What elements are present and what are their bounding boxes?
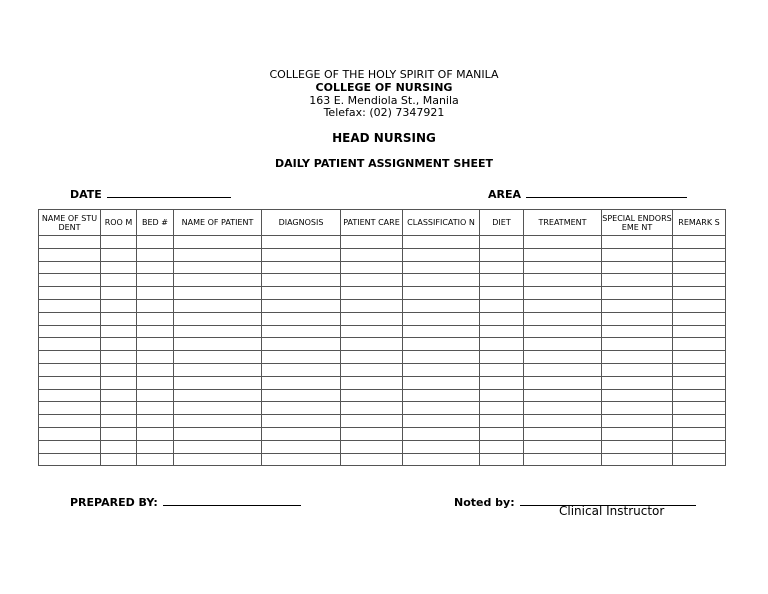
table-cell[interactable] — [403, 248, 480, 261]
table-cell[interactable] — [262, 338, 341, 351]
table-cell[interactable] — [602, 389, 673, 402]
table-cell[interactable] — [174, 261, 262, 274]
table-cell[interactable] — [403, 261, 480, 274]
table-cell[interactable] — [174, 274, 262, 287]
prepared-by-field — [70, 491, 301, 510]
table-cell[interactable] — [480, 389, 524, 402]
table-cell[interactable] — [174, 376, 262, 389]
table-cell[interactable] — [39, 351, 101, 364]
table-row — [39, 376, 726, 389]
prepared-by-label: PREPARED BY: — [70, 496, 158, 509]
table-cell[interactable] — [101, 236, 137, 249]
table-cell[interactable] — [174, 402, 262, 415]
telefax: Telefax: (02) 7347921 — [323, 106, 445, 119]
table-cell[interactable] — [39, 389, 101, 402]
table-cell[interactable] — [602, 274, 673, 287]
table-cell[interactable] — [673, 363, 726, 376]
table-cell[interactable] — [673, 389, 726, 402]
table-cell[interactable] — [602, 415, 673, 428]
table-cell[interactable] — [101, 351, 137, 364]
table-cell[interactable] — [480, 325, 524, 338]
table-row — [39, 236, 726, 249]
table-cell[interactable] — [480, 312, 524, 325]
table-cell[interactable] — [480, 236, 524, 249]
prepared-by-line[interactable] — [163, 495, 301, 506]
table-cell[interactable] — [673, 351, 726, 364]
table-cell[interactable] — [174, 236, 262, 249]
table-cell[interactable] — [480, 440, 524, 453]
table-cell[interactable] — [602, 338, 673, 351]
table-cell[interactable] — [524, 376, 602, 389]
table-cell[interactable] — [524, 363, 602, 376]
table-cell[interactable] — [524, 261, 602, 274]
table-cell[interactable] — [602, 402, 673, 415]
table-row — [39, 312, 726, 325]
table-cell[interactable] — [673, 325, 726, 338]
table-cell[interactable] — [262, 236, 341, 249]
table-row — [39, 261, 726, 274]
table-cell[interactable] — [262, 261, 341, 274]
table-cell[interactable] — [137, 236, 174, 249]
column-header: REMARK S — [673, 210, 726, 236]
table-cell[interactable] — [39, 415, 101, 428]
table-cell[interactable] — [262, 427, 341, 440]
table-cell[interactable] — [673, 236, 726, 249]
table-cell[interactable] — [341, 376, 403, 389]
table-cell[interactable] — [480, 363, 524, 376]
table-cell[interactable] — [403, 363, 480, 376]
table-cell[interactable] — [480, 299, 524, 312]
table-cell[interactable] — [262, 440, 341, 453]
table-cell[interactable] — [341, 440, 403, 453]
patient-assignment-table — [38, 209, 726, 466]
table-cell[interactable] — [341, 453, 403, 466]
area-field — [488, 183, 687, 202]
table-cell[interactable] — [174, 427, 262, 440]
table-cell[interactable] — [137, 415, 174, 428]
table-cell[interactable] — [524, 248, 602, 261]
table-cell[interactable] — [524, 389, 602, 402]
table-cell[interactable] — [673, 453, 726, 466]
table-cell[interactable] — [137, 338, 174, 351]
table-cell[interactable] — [262, 325, 341, 338]
table-cell[interactable] — [480, 248, 524, 261]
table-cell[interactable] — [480, 261, 524, 274]
table-cell[interactable] — [524, 453, 602, 466]
table-cell[interactable] — [174, 299, 262, 312]
table-cell[interactable] — [137, 351, 174, 364]
department-name: COLLEGE OF NURSING — [315, 81, 453, 94]
column-header: NAME OF STUDENT — [39, 210, 101, 236]
table-cell[interactable] — [524, 427, 602, 440]
table-cell[interactable] — [602, 325, 673, 338]
table-row — [39, 325, 726, 338]
table-cell[interactable] — [137, 440, 174, 453]
table-cell[interactable] — [101, 287, 137, 300]
table-cell[interactable] — [341, 402, 403, 415]
table-cell[interactable] — [262, 351, 341, 364]
table-cell[interactable] — [480, 351, 524, 364]
column-header: CLASSIFICATIO N — [403, 210, 480, 236]
table-cell[interactable] — [101, 376, 137, 389]
table-cell[interactable] — [524, 338, 602, 351]
table-cell[interactable] — [524, 351, 602, 364]
table-cell[interactable] — [524, 274, 602, 287]
table-cell[interactable] — [602, 312, 673, 325]
table-cell[interactable] — [341, 415, 403, 428]
table-cell[interactable] — [101, 389, 137, 402]
table-cell[interactable] — [524, 287, 602, 300]
table-cell[interactable] — [101, 363, 137, 376]
table-cell[interactable] — [137, 427, 174, 440]
table-cell[interactable] — [403, 415, 480, 428]
table-cell[interactable] — [480, 402, 524, 415]
table-cell[interactable] — [39, 274, 101, 287]
table-cell[interactable] — [403, 427, 480, 440]
table-cell[interactable] — [262, 363, 341, 376]
table-cell[interactable] — [39, 325, 101, 338]
table-cell[interactable] — [341, 236, 403, 249]
table-cell[interactable] — [39, 376, 101, 389]
table-cell[interactable] — [403, 312, 480, 325]
table-cell[interactable] — [137, 287, 174, 300]
table-cell[interactable] — [524, 299, 602, 312]
table-cell[interactable] — [673, 261, 726, 274]
college-name: COLLEGE OF THE HOLY SPIRIT OF MANILA — [269, 68, 499, 81]
table-cell[interactable] — [602, 299, 673, 312]
table-cell[interactable] — [602, 427, 673, 440]
table-row — [39, 453, 726, 466]
area-line[interactable] — [526, 187, 687, 198]
table-row — [39, 363, 726, 376]
table-cell[interactable] — [262, 376, 341, 389]
table-cell[interactable] — [341, 389, 403, 402]
table-cell[interactable] — [480, 376, 524, 389]
table-cell[interactable] — [480, 415, 524, 428]
table-cell[interactable] — [174, 363, 262, 376]
table-row — [39, 427, 726, 440]
area-label: AREA — [488, 188, 522, 201]
column-header: NAME OF PATIENT — [174, 210, 262, 236]
table-cell[interactable] — [39, 287, 101, 300]
table-cell[interactable] — [673, 338, 726, 351]
table-cell[interactable] — [137, 261, 174, 274]
page-subtitle: DAILY PATIENT ASSIGNMENT SHEET — [274, 157, 494, 170]
table-cell[interactable] — [262, 453, 341, 466]
table-cell[interactable] — [39, 363, 101, 376]
table-cell[interactable] — [39, 299, 101, 312]
table-cell[interactable] — [403, 338, 480, 351]
table-cell[interactable] — [341, 325, 403, 338]
noted-by-label: Noted by: — [454, 496, 515, 509]
table-header-row — [39, 210, 726, 236]
table-cell[interactable] — [101, 440, 137, 453]
table-cell[interactable] — [480, 338, 524, 351]
table-cell[interactable] — [137, 363, 174, 376]
column-header: ROO M — [101, 210, 137, 236]
table-cell[interactable] — [137, 274, 174, 287]
table-cell[interactable] — [673, 312, 726, 325]
table-cell[interactable] — [174, 415, 262, 428]
table-cell[interactable] — [524, 440, 602, 453]
table-cell[interactable] — [39, 427, 101, 440]
table-cell[interactable] — [524, 402, 602, 415]
table-cell[interactable] — [39, 236, 101, 249]
table-cell[interactable] — [403, 453, 480, 466]
table-cell[interactable] — [403, 440, 480, 453]
table-cell[interactable] — [174, 453, 262, 466]
table-cell[interactable] — [39, 312, 101, 325]
table-cell[interactable] — [673, 376, 726, 389]
table-row — [39, 287, 726, 300]
table-cell[interactable] — [101, 312, 137, 325]
page-title: HEAD NURSING — [332, 131, 436, 145]
table-cell[interactable] — [341, 261, 403, 274]
table-cell[interactable] — [524, 415, 602, 428]
table-cell[interactable] — [341, 338, 403, 351]
table-cell[interactable] — [137, 453, 174, 466]
table-cell[interactable] — [673, 287, 726, 300]
table-row — [39, 351, 726, 364]
table-cell[interactable] — [602, 236, 673, 249]
table-cell[interactable] — [480, 274, 524, 287]
table-cell[interactable] — [602, 453, 673, 466]
table-cell[interactable] — [403, 351, 480, 364]
table-cell[interactable] — [101, 248, 137, 261]
table-cell[interactable] — [341, 274, 403, 287]
table-cell[interactable] — [602, 261, 673, 274]
table-cell[interactable] — [262, 299, 341, 312]
table-cell[interactable] — [403, 287, 480, 300]
table-cell[interactable] — [524, 312, 602, 325]
table-cell[interactable] — [403, 236, 480, 249]
table-cell[interactable] — [39, 453, 101, 466]
table-row — [39, 248, 726, 261]
table-cell[interactable] — [39, 338, 101, 351]
table-cell[interactable] — [341, 427, 403, 440]
table-cell[interactable] — [480, 427, 524, 440]
column-header: DIET — [480, 210, 524, 236]
table-cell[interactable] — [174, 325, 262, 338]
instructor-caption: Clinical Instructor — [559, 504, 665, 518]
table-row — [39, 415, 726, 428]
table-cell[interactable] — [262, 389, 341, 402]
table-cell[interactable] — [137, 325, 174, 338]
table-cell[interactable] — [403, 402, 480, 415]
table-cell[interactable] — [137, 299, 174, 312]
table-cell[interactable] — [101, 274, 137, 287]
table-cell[interactable] — [673, 402, 726, 415]
table-row — [39, 389, 726, 402]
table-cell[interactable] — [137, 389, 174, 402]
table-cell[interactable] — [39, 261, 101, 274]
table-cell[interactable] — [101, 427, 137, 440]
table-cell[interactable] — [403, 389, 480, 402]
table-cell[interactable] — [174, 440, 262, 453]
table-cell[interactable] — [480, 287, 524, 300]
table-cell[interactable] — [101, 299, 137, 312]
column-header: DIAGNOSIS — [262, 210, 341, 236]
table-cell[interactable] — [602, 440, 673, 453]
table-cell[interactable] — [101, 415, 137, 428]
table-cell[interactable] — [673, 415, 726, 428]
table-cell[interactable] — [174, 351, 262, 364]
table-row — [39, 440, 726, 453]
table-cell[interactable] — [137, 312, 174, 325]
table-body — [39, 236, 726, 466]
table-cell[interactable] — [403, 299, 480, 312]
date-field — [70, 183, 231, 202]
table-cell[interactable] — [341, 248, 403, 261]
table-cell[interactable] — [101, 402, 137, 415]
table-cell[interactable] — [673, 440, 726, 453]
table-cell[interactable] — [602, 248, 673, 261]
column-header: PATIENT CARE — [341, 210, 403, 236]
table-cell[interactable] — [174, 389, 262, 402]
table-cell[interactable] — [101, 453, 137, 466]
table-row — [39, 338, 726, 351]
date-label: DATE — [70, 188, 102, 201]
date-line[interactable] — [107, 187, 231, 198]
table-cell[interactable] — [262, 287, 341, 300]
table-cell[interactable] — [673, 299, 726, 312]
table-cell[interactable] — [174, 312, 262, 325]
table-cell[interactable] — [101, 338, 137, 351]
table-cell[interactable] — [174, 248, 262, 261]
table-cell[interactable] — [673, 427, 726, 440]
table-cell[interactable] — [341, 299, 403, 312]
table-cell[interactable] — [602, 376, 673, 389]
table-cell[interactable] — [524, 236, 602, 249]
column-header: TREATMENT — [524, 210, 602, 236]
column-header: BED # — [137, 210, 174, 236]
table-row — [39, 299, 726, 312]
table-cell[interactable] — [341, 363, 403, 376]
table-cell[interactable] — [403, 376, 480, 389]
table-cell[interactable] — [403, 325, 480, 338]
table-cell[interactable] — [137, 376, 174, 389]
table-cell[interactable] — [101, 325, 137, 338]
address: 163 E. Mendiola St., Manila — [309, 94, 459, 107]
table-cell[interactable] — [101, 261, 137, 274]
column-header: SPECIAL ENDORSEME NT — [602, 210, 673, 236]
table-cell[interactable] — [602, 287, 673, 300]
table-cell[interactable] — [262, 248, 341, 261]
table-cell[interactable] — [137, 248, 174, 261]
table-cell[interactable] — [403, 274, 480, 287]
table-cell[interactable] — [39, 402, 101, 415]
table-cell[interactable] — [341, 351, 403, 364]
table-cell[interactable] — [524, 325, 602, 338]
table-row — [39, 402, 726, 415]
table-cell[interactable] — [673, 274, 726, 287]
table-cell[interactable] — [673, 248, 726, 261]
table-cell[interactable] — [480, 453, 524, 466]
table-cell[interactable] — [262, 312, 341, 325]
table-cell[interactable] — [341, 312, 403, 325]
table-cell[interactable] — [341, 287, 403, 300]
table-cell[interactable] — [262, 415, 341, 428]
table-cell[interactable] — [602, 351, 673, 364]
table-cell[interactable] — [262, 274, 341, 287]
table-cell[interactable] — [137, 402, 174, 415]
table-row — [39, 274, 726, 287]
table-cell[interactable] — [602, 363, 673, 376]
table-cell[interactable] — [174, 287, 262, 300]
table-cell[interactable] — [262, 402, 341, 415]
table-cell[interactable] — [39, 248, 101, 261]
table-cell[interactable] — [39, 440, 101, 453]
table-cell[interactable] — [174, 338, 262, 351]
